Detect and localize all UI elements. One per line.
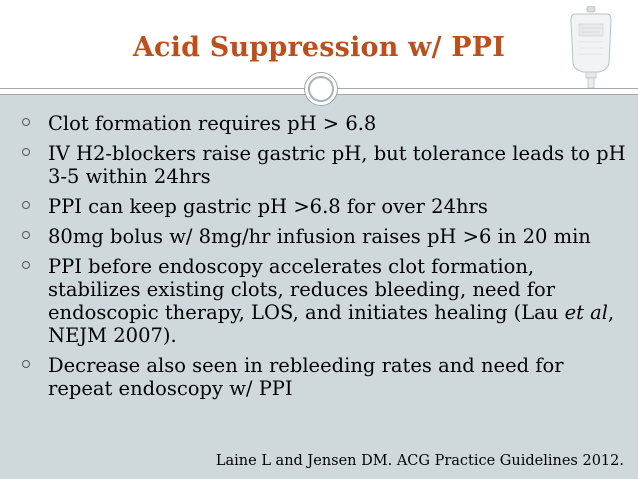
bullet-text: IV H2-blockers raise gastric pH, but tolerance leads to pH 3-5 within 24hrs xyxy=(48,142,626,188)
bullet-item xyxy=(18,112,630,135)
citation: Laine L and Jensen DM. ACG Practice Guidelines 2012. xyxy=(215,453,624,469)
bullet-list xyxy=(18,112,630,407)
bullet-text: 80mg bolus w/ 8mg/hr infusion raises pH >6 in 20 min xyxy=(48,225,591,248)
bullet-text-part: , NEJM 2007). xyxy=(48,301,615,347)
bullet-icon xyxy=(22,360,30,368)
bullet-item xyxy=(18,354,630,400)
bullet-text: Decrease also seen in rebleeding rates and need for repeat endoscopy w/ PPI xyxy=(48,354,564,400)
bullet-text-part: PPI before endoscopy accelerates clot formation, stabilizes existing clots, reduces bleeding, need for endoscopic therapy, LOS, and initiates healing (Lau xyxy=(48,255,565,324)
bullet-text: PPI can keep gastric pH >6.8 for over 24hrs xyxy=(48,195,488,218)
iv-bag-icon xyxy=(569,6,613,90)
circle-divider-icon xyxy=(304,72,338,106)
bullet-icon xyxy=(22,118,30,126)
bullet-text-italic: et al xyxy=(564,301,609,324)
bullet-item xyxy=(18,225,630,248)
bullet-icon xyxy=(22,261,30,269)
bullet-icon xyxy=(22,201,30,209)
bullet-icon xyxy=(22,148,30,156)
bullet-icon xyxy=(22,231,30,239)
bullet-item xyxy=(18,142,630,188)
bullet-item xyxy=(18,195,630,218)
bullet-item xyxy=(18,255,630,347)
bullet-text: Clot formation requires pH > 6.8 xyxy=(48,112,377,135)
slide-title: Acid Suppression w/ PPI xyxy=(132,32,506,63)
